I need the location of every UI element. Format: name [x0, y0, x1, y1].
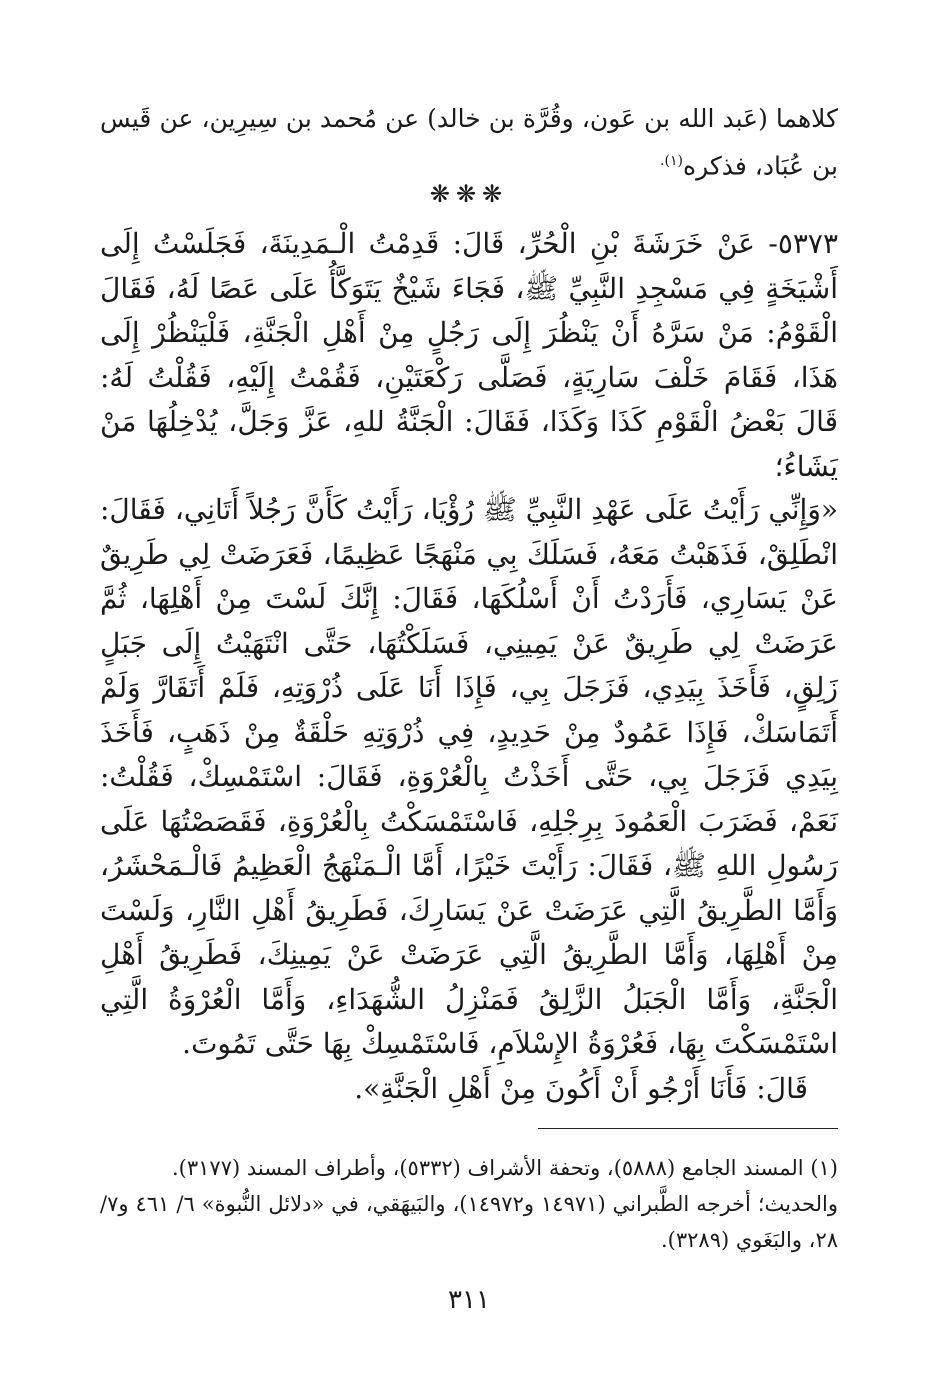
closing-line: قَالَ: فَأَنَا أَرْجُو أَنْ أَكُونَ مِنْ أَهْلِ الْجَنَّةِ». [354, 1071, 808, 1105]
page-number: ٣١١ [448, 1285, 490, 1315]
footnotes [100, 1150, 838, 1258]
footnote-2: والحديث؛ أخرجه الطَّبراني (١٤٩٧١ و١٤٩٧٢)، والبَيهَقي، في «دلائل النُّبوة» ٦/ ٤٦١ و٧/ ٢٨، والبَغَوي (٣٢٨٩). [100, 1192, 838, 1252]
footnote-divider [538, 1128, 838, 1129]
hadith-text: عَنْ خَرَشَةَ بْنِ الْحُرِّ، قَالَ: قَدِمْتُ الْـمَدِينَةَ، فَجَلَسْتُ إِلَى أَشْيَخَةٍ فِي مَسْجِدِ النَّبِيِّ ﷺ، فَجَاءَ شَيْخٌ يَتَوَكَّأُ عَلَى عَصًا لَهُ، فَقَالَ الْقَوْمُ: مَنْ سَرَّهُ أَنْ يَنْظُرَ إِلَى رَجُلٍ مِنْ أَهْلِ الْجَنَّةِ، فَلْيَنْظُرْ إِلَى هَذَا، فَقَامَ خَلْفَ سَارِيَةٍ، فَصَلَّى رَكْعَتَيْنِ، فَقُمْتُ إِلَيْهِ، فَقُلْتُ لَهُ: قَالَ بَعْضُ الْقَوْمِ كَذَا وَكَذَا، فَقَالَ: الْجَنَّةُ للهِ، عَزَّ وَجَلَّ، يُدْخِلُهَا مَنْ يَشَاءُ؛ [100, 227, 838, 483]
footnote-ref: (١). [660, 153, 683, 169]
dream-text: «وَإِنِّي رَأَيْتُ عَلَى عَهْدِ النَّبِيِّ ﷺ رُؤْيَا، رَأَيْتُ كَأَنَّ رَجُلاً أَتَانِي، فَقَالَ: انْطَلِقْ، فَذَهَبْتُ مَعَهُ، فَسَلَكَ بِي مَنْهَجًا عَظِيمًا، فَعَرَضَتْ لِي طَرِيقٌ عَنْ يَسَارِي، فَأَرَدْتُ أَنْ أَسْلُكَهَا، فَقَالَ: إِنَّكَ لَسْتَ مِنْ أَهْلِهَا، ثُمَّ عَرَضَتْ لِي طَرِيقٌ عَنْ يَمِينِي، فَسَلَكْتُهَا، حَتَّى انْتَهَيْتُ إِلَى جَبَلٍ زَلِقٍ، فَأَخَذَ بِيَدِي، فَزَجَلَ بِي، فَإِذَا أَنَا عَلَى ذُرْوَتِهِ، فَلَمْ أَتَقَارَّ وَلَمْ أَتَمَاسَكْ، فَإِذَا عَمُودٌ مِنْ حَدِيدٍ، فِي ذُرْوَتِهِ حَلْقَةٌ مِنْ ذَهَبٍ، فَأَخَذَ بِيَدِي فَزَجَلَ بِي، حَتَّى أَخَذْتُ بِالْعُرْوَةِ، فَقَالَ: اسْتَمْسِكْ، فَقُلْتُ: نَعَمْ، فَضَرَبَ الْعَمُودَ بِرِجْلِهِ، فَاسْتَمْسَكْتُ بِالْعُرْوَةِ، فَقَصَصْتُهَا عَلَى رَسُولِ اللهِ ﷺ، فَقَالَ: رَأَيْتَ خَيْرًا، أَمَّا الْـمَنْهَجُ الْعَظِيمُ فَالْـمَحْشَرُ، وَأَمَّا الطَّرِيقُ الَّتِي عَرَضَتْ عَنْ يَسَارِكَ، فَطَرِيقُ أَهْلِ النَّارِ، وَلَسْتَ مِنْ أَهْلِهَا، وَأَمَّا الطَّرِيقُ الَّتِي عَرَضَتْ عَنْ يَمِينِكَ، فَطَرِيقُ أَهْلِ الْجَنَّةِ، وَأَمَّا الْجَبَلُ الزَّلِقُ فَمَنْزِلُ الشُّهَدَاءِ، وَأَمَّا الْعُرْوَةُ الَّتِي اسْتَمْسَكْتَ بِهَا، فَعُرْوَةُ الإِسْلاَمِ، فَاسْتَمْسِكْ بِهَا حَتَّى تَمُوتَ. [100, 493, 838, 1060]
section-separator: ❋❋❋ [429, 180, 509, 208]
intro-paragraph [100, 98, 838, 187]
hadith-number: ٥٣٧٣- [755, 227, 838, 260]
footnote-1: (١) المسند الجامع (٥٨٨٨)، وتحفة الأشراف (٥٣٣٢)، وأطراف المسند (٣١٧٧). [172, 1156, 838, 1180]
hadith-paragraph [100, 222, 838, 489]
intro-text: كلاهما (عَبد الله بن عَون، وقُرَّة بن خالد) عن مُحمد بن سِيرِين، عن قَيس بن عُبَاد، فذكره [100, 104, 838, 181]
dream-paragraph [100, 488, 838, 1111]
